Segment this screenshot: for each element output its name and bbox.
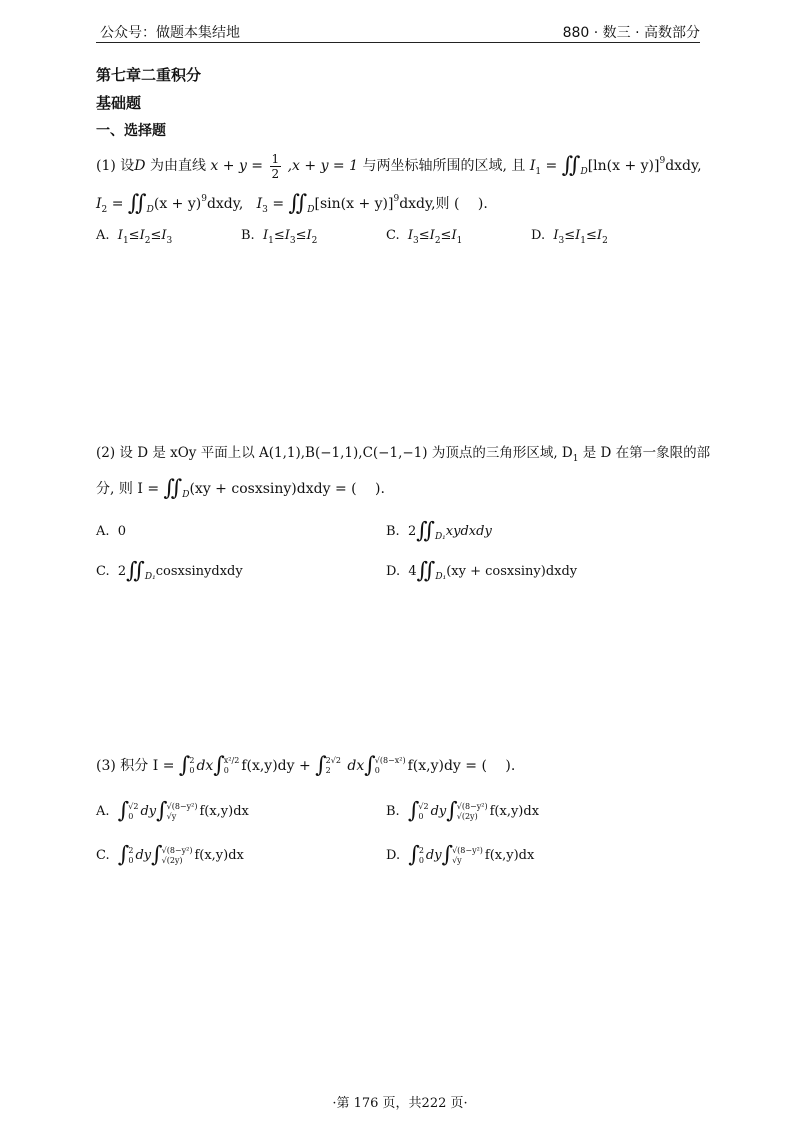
- q3-int4-limits: √(8−x²) 0: [374, 756, 406, 775]
- q2-option-b[interactable]: B. $2∬_{D_1}xydxdy$: [386, 518, 492, 544]
- q3-option-c[interactable]: C. ∫ 2 0 dy∫ √(8−y²) √(2y) f(x,y)dx: [96, 842, 244, 868]
- q2-option-d[interactable]: D. $4∬_{D_1}(xy$ + cosxsiny)dxdy: [386, 558, 578, 584]
- q3-option-b[interactable]: B. ∫ √2 0 dy∫ √(8−y²) √(2y) f(x,y)dx: [386, 798, 540, 824]
- fraction-one-half: $\frac{1}{2}$: [271, 151, 280, 181]
- q2-option-c[interactable]: C. $2∬_{D_1}cosxsinydxdy$: [96, 558, 243, 584]
- q1-option-a[interactable]: A. $I_1\le I_2\le I_3$: [96, 228, 173, 246]
- section-title: 基础题: [96, 94, 142, 112]
- q3-int2-limits: x²/2 0: [223, 756, 240, 775]
- q3-int1-limits: 2 0: [189, 756, 195, 775]
- q3-line1: (3) 积分 I = ∫ 2 0 dx∫ x²/2 0 f(x,y)dy + ∫ 2√2 2 dx∫ √(8−x²) 0 f(x,y)dy = ( ).: [96, 753, 516, 778]
- page-footer: ·第 176 页，共222 页·: [332, 1096, 468, 1111]
- q3-option-d[interactable]: D. ∫ 2 0 dy∫ √(8−y²) √y f(x,y)dx: [386, 842, 535, 868]
- q1-option-b[interactable]: B. $I_1\le I_3\le I_2$: [241, 228, 318, 246]
- q3-option-a[interactable]: A. ∫ √2 0 dy∫ √(8−y²) √y f(x,y)dx: [96, 798, 249, 824]
- chapter-title: 第七章二重积分: [96, 66, 202, 84]
- q1-line1: (1) 设D 为由直线 x + y = $\frac{1}{2}$ ,x + y = 1 与两坐标轴所围的区域, 且 $I_1$ = $∬_D[\ln(x$ + y)]$^9$dxdy,: [96, 151, 702, 181]
- header-left: 公众号：做题本集结地: [100, 25, 240, 41]
- q3-int3-limits: 2√2 2: [325, 756, 341, 775]
- q1-option-d[interactable]: D. $I_3\le I_1\le I_2$: [531, 228, 608, 246]
- q1-line2: $I_2$ = $∬_D(x$ + y)$^9$dxdy, $I_3$ = $∬_D[\sin(x$ + y)]$^9$dxdy,则 ( ).: [96, 191, 488, 216]
- header-divider: [96, 42, 700, 43]
- q2-line2: 分, 则 $I = ∬_D(xy$ + cosxsiny)dxdy = ( ).: [96, 476, 385, 501]
- header-right: 880 · 数三 · 高数部分: [562, 25, 700, 41]
- q1-option-c[interactable]: C. $I_3\le I_2\le I_1$: [386, 228, 463, 246]
- q2-line1: (2) 设 D 是 xOy 平面上以 A(1,1),B(−1,1),C(−1,−1) 为顶点的三角形区域, $D_1$ 是 D 在第一象限的部: [96, 445, 711, 464]
- q2-option-a[interactable]: A. 0: [96, 524, 127, 539]
- part-title: 一、选择题: [96, 123, 166, 139]
